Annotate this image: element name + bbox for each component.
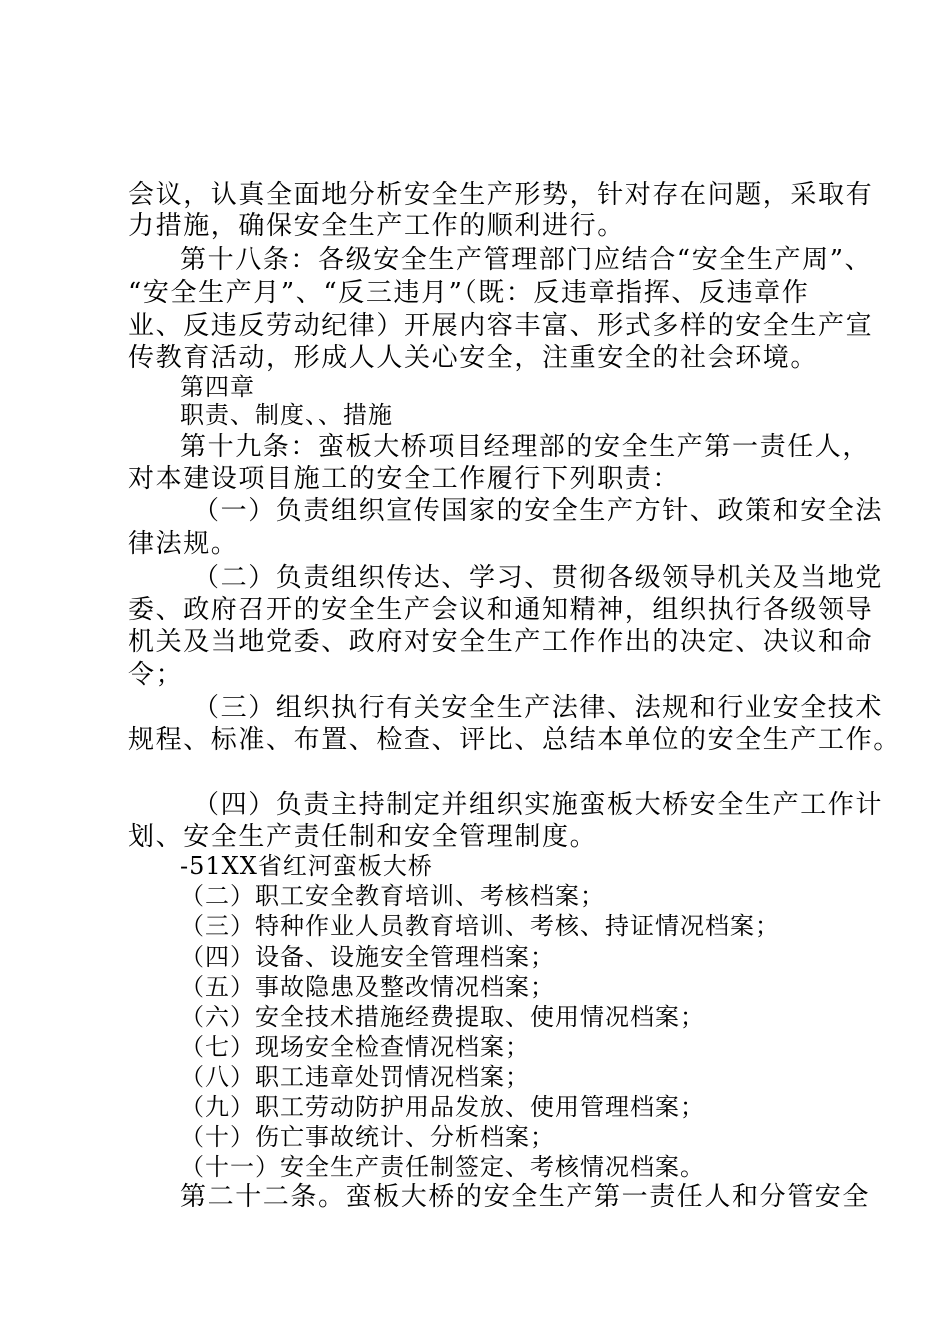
list-item: （十）伤亡事故统计、分析档案；: [180, 1123, 555, 1151]
list-item: （二）职工安全教育培训、考核档案；: [180, 882, 605, 910]
text-line: 机关及当地党委、政府对安全生产工作作出的决定、决议和命: [128, 627, 874, 657]
text-line: 传教育活动，形成人人关心安全，注重安全的社会环境。: [128, 343, 819, 373]
text-line: （二）负责组织传达、学习、贯彻各级领导机关及当地党: [193, 563, 884, 593]
text-line: 令；: [128, 660, 184, 690]
text-line: 第十八条：各级安全生产管理部门应结合“安全生产周”、: [180, 245, 873, 275]
text-line: 会议，认真全面地分析安全生产形势，针对存在问题，采取有: [128, 180, 874, 210]
text-line: （三）组织执行有关安全生产法律、法规和行业安全技术: [193, 693, 884, 723]
text-line: 业、反违反劳动纪律）开展内容丰富、形式多样的安全生产宣: [128, 311, 874, 341]
list-item: （三）特种作业人员教育培训、考核、持证情况档案；: [180, 912, 780, 940]
list-item: （六）安全技术措施经费提取、使用情况档案；: [180, 1003, 705, 1031]
text-line: 划、安全生产责任制和安全管理制度。: [128, 822, 598, 852]
list-item: （九）职工劳动防护用品发放、使用管理档案；: [180, 1093, 705, 1121]
list-item: （四）设备、设施安全管理档案；: [180, 943, 555, 971]
text-line: 规程、标准、布置、检查、评比、总结本单位的安全生产工作。: [128, 725, 901, 755]
list-item: （八）职工违章处罚情况档案；: [180, 1063, 530, 1091]
text-line: 委、政府召开的安全生产会议和通知精神，组织执行各级领导: [128, 595, 874, 625]
list-item: （五）事故隐患及整改情况档案；: [180, 973, 555, 1001]
list-item: （七）现场安全检查情况档案；: [180, 1033, 530, 1061]
page-footer-label: -51XX省红河蛮板大桥: [180, 852, 433, 880]
text-line: 力措施，确保安全生产工作的顺利进行。: [128, 211, 625, 241]
list-item: （十一）安全生产责任制签定、考核情况档案。: [180, 1153, 705, 1181]
text-line: 律法规。: [128, 529, 239, 559]
text-line: （四）负责主持制定并组织实施蛮板大桥安全生产工作计: [193, 790, 884, 820]
text-line: 对本建设项目施工的安全工作履行下列职责：: [128, 464, 681, 494]
text-line: 第二十二条。蛮板大桥的安全生产第一责任人和分管安全: [180, 1182, 871, 1212]
text-line: “安全生产月”、“反三违月”（既：反违章指挥、反违章作: [128, 278, 810, 308]
text-line: （一）负责组织宣传国家的安全生产方针、政策和安全法: [193, 496, 884, 526]
chapter-title: 职责、制度、、措施: [180, 401, 393, 429]
text-line: 第十九条：蛮板大桥项目经理部的安全生产第一责任人，: [180, 432, 871, 462]
chapter-heading: 第四章: [180, 373, 255, 401]
